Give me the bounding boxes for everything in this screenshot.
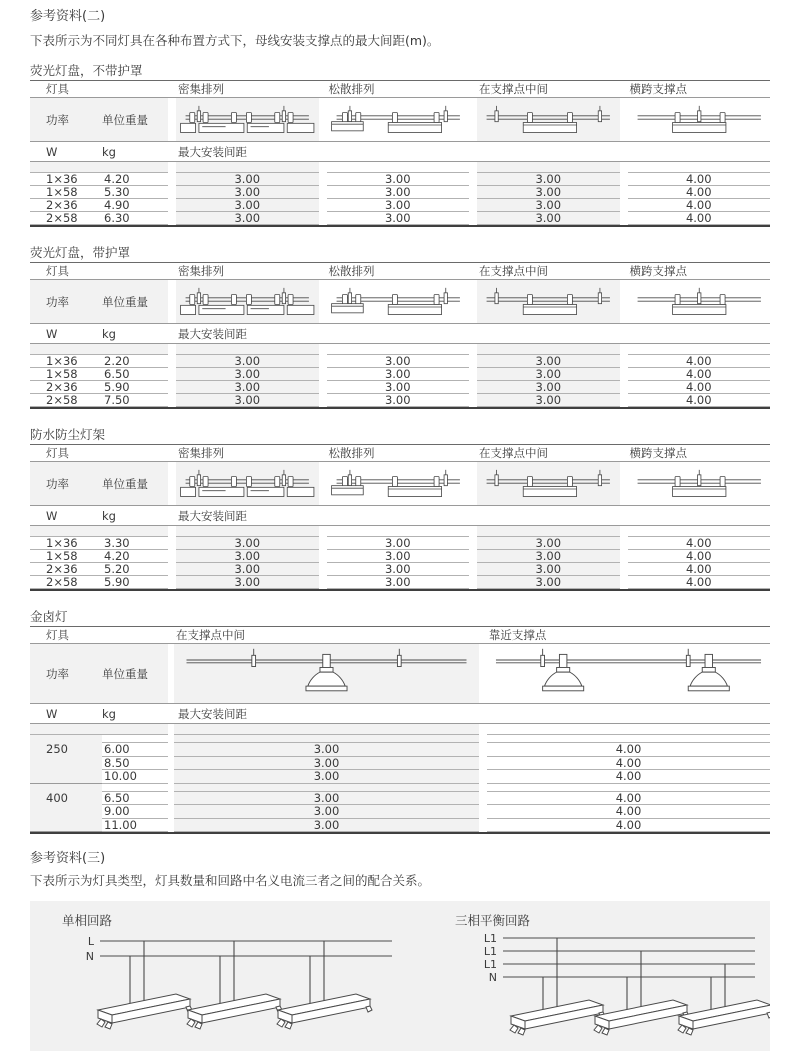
cell-value: 4.00 (628, 186, 771, 199)
cell-value: 3.00 (327, 355, 470, 368)
three-phase-title: 三相平衡回路 (455, 913, 531, 928)
circuits-panel (30, 901, 770, 1051)
table-row (30, 757, 770, 771)
mid-support-diagram (477, 464, 620, 504)
across-support-diagram (628, 100, 771, 140)
units-row (30, 326, 770, 344)
header-arrangement: 密集排列 (178, 264, 224, 278)
cell-weight: 6.50 (104, 367, 130, 381)
cell-power: 2×58 (46, 575, 78, 589)
header-fixture: 灯具 (46, 446, 69, 460)
cell-power: 1×58 (46, 185, 78, 199)
header-arrangement: 密集排列 (178, 446, 224, 460)
unit-kg: kg (102, 707, 116, 721)
header-arrangement: 松散排列 (328, 82, 375, 96)
diagram-row (30, 462, 770, 506)
cell-value: 3.00 (327, 394, 470, 407)
label-unit-weight: 单位重量 (102, 476, 148, 491)
cell-value: 3.00 (176, 355, 319, 368)
table-row (30, 576, 770, 589)
mid-support-lamp-diagram (174, 646, 479, 702)
cell-power: 2×58 (46, 393, 78, 407)
cell-value: 3.00 (176, 381, 319, 394)
unit-kg: kg (102, 327, 116, 341)
line-label: N (85, 950, 94, 963)
cell-value: 3.00 (477, 550, 620, 563)
header-fixture: 灯具 (46, 82, 69, 96)
table-row (30, 770, 770, 784)
cell-value: 3.00 (477, 368, 620, 381)
mid-support-diagram (477, 100, 620, 140)
cell-weight: 5.20 (104, 562, 130, 576)
label-power: 功率 (46, 666, 69, 681)
unit-w: W (46, 707, 58, 721)
header-arrangement: 在支撑点中间 (176, 628, 245, 642)
across-support-diagram (628, 282, 771, 322)
cell-weight: 8.50 (102, 757, 168, 771)
diagram-row (30, 644, 770, 704)
cell-value: 4.00 (487, 757, 770, 771)
cell-power: 2×36 (46, 562, 78, 576)
header-arrangement: 横跨支撑点 (629, 446, 687, 460)
cell-value: 4.00 (628, 199, 771, 212)
line-label: L1 (483, 958, 497, 971)
label-max-spacing: 最大安装间距 (178, 327, 247, 341)
header-arrangement: 横跨支撑点 (629, 82, 687, 96)
table-row (30, 394, 770, 407)
single-phase-diagram (62, 930, 402, 1042)
header-arrangement: 在支撑点中间 (479, 82, 548, 96)
cell-value: 3.00 (174, 805, 479, 819)
cell-weight: 4.90 (104, 198, 130, 212)
cell-power: 1×58 (46, 367, 78, 381)
unit-kg: kg (102, 145, 116, 159)
cell-value: 3.00 (327, 381, 470, 394)
three-phase-diagram (455, 930, 770, 1042)
cell-power: 250 (30, 743, 102, 757)
line-label: N (488, 971, 497, 984)
section-title-waterproof: 防水防尘灯架 (30, 427, 106, 442)
table-metal-halide (30, 626, 770, 834)
cell-value: 4.00 (628, 537, 771, 550)
unit-kg: kg (102, 509, 116, 523)
unit-w: W (46, 145, 58, 159)
section-title-fluorescent-cover: 荧光灯盘，带护罩 (30, 245, 131, 260)
cell-value: 3.00 (327, 368, 470, 381)
table-waterproof (30, 444, 770, 591)
label-max-spacing: 最大安装间距 (178, 509, 247, 523)
cell-value: 3.00 (477, 173, 620, 186)
cell-power: 2×36 (46, 198, 78, 212)
section-title-metal-halide: 金卤灯 (30, 609, 68, 624)
cell-weight: 6.50 (102, 792, 168, 806)
cell-value: 3.00 (327, 550, 470, 563)
cell-value: 3.00 (327, 563, 470, 576)
cell-value: 3.00 (174, 757, 479, 771)
header-fixture: 灯具 (46, 264, 69, 278)
cell-value: 3.00 (174, 770, 479, 784)
line-label: L1 (483, 932, 497, 945)
table-row (30, 743, 770, 757)
cell-value: 3.00 (327, 212, 470, 225)
cell-weight: 5.30 (104, 185, 130, 199)
three-phase-circuit (455, 913, 770, 1042)
header-arrangement: 靠近支撑点 (488, 628, 547, 642)
table-header-row (30, 80, 770, 98)
diagram-row (30, 280, 770, 324)
cell-power: 1×58 (46, 549, 78, 563)
spacer-row (30, 735, 770, 743)
line-label: L (87, 935, 94, 948)
table-header-row (30, 626, 770, 644)
label-power: 功率 (46, 112, 69, 127)
cell-value: 4.00 (628, 550, 771, 563)
table-row (30, 819, 770, 833)
units-row (30, 144, 770, 162)
cell-weight: 11.00 (102, 819, 168, 833)
cell-value: 3.00 (176, 576, 319, 589)
loose-arrangement-diagram (327, 282, 470, 322)
dense-arrangement-diagram (176, 100, 319, 140)
cell-value: 3.00 (176, 550, 319, 563)
cell-weight: 5.90 (104, 380, 130, 394)
cell-value: 3.00 (174, 743, 479, 757)
cell-value: 4.00 (628, 576, 771, 589)
near-support-lamp-diagram (487, 646, 770, 702)
cell-value: 4.00 (628, 381, 771, 394)
header-arrangement: 在支撑点中间 (479, 264, 548, 278)
cell-value: 4.00 (628, 368, 771, 381)
line-label: L1 (483, 945, 497, 958)
cell-weight: 9.00 (102, 805, 168, 819)
ref3-subtitle: 下表所示为灯具类型，灯具数量和回路中名义电流三者之间的配合关系。 (30, 873, 431, 888)
section-title-fluorescent-no-cover: 荧光灯盘，不带护罩 (30, 63, 143, 78)
cell-weight: 2.20 (104, 354, 130, 368)
cell-value: 3.00 (176, 186, 319, 199)
loose-arrangement-diagram (327, 100, 470, 140)
single-phase-circuit (62, 913, 402, 1042)
cell-value: 3.00 (477, 576, 620, 589)
label-max-spacing: 最大安装间距 (178, 145, 247, 159)
units-row (30, 508, 770, 526)
cell-weight: 6.30 (104, 211, 130, 225)
cell-weight: 4.20 (104, 549, 130, 563)
cell-value: 3.00 (174, 792, 479, 806)
label-unit-weight: 单位重量 (102, 112, 148, 127)
cell-value: 3.00 (477, 186, 620, 199)
dense-arrangement-diagram (176, 282, 319, 322)
header-arrangement: 横跨支撑点 (629, 264, 687, 278)
cell-value: 3.00 (327, 576, 470, 589)
table-row (30, 212, 770, 225)
header-arrangement: 在支撑点中间 (479, 446, 548, 460)
loose-arrangement-diagram (327, 464, 470, 504)
units-row (30, 706, 770, 724)
ref2-title: 参考资料(二) (30, 9, 106, 24)
cell-value: 3.00 (176, 368, 319, 381)
table-fluorescent-cover (30, 262, 770, 409)
cell-value: 4.00 (487, 819, 770, 833)
cell-value: 4.00 (487, 805, 770, 819)
header-arrangement: 松散排列 (328, 446, 375, 460)
label-unit-weight: 单位重量 (102, 666, 148, 681)
cell-value: 4.00 (487, 770, 770, 784)
cell-power: 1×36 (46, 536, 78, 550)
cell-power: 2×36 (46, 380, 78, 394)
cell-value: 4.00 (628, 563, 771, 576)
cell-value: 3.00 (327, 199, 470, 212)
label-max-spacing: 最大安装间距 (178, 707, 247, 721)
ref2-subtitle: 下表所示为不同灯具在各种布置方式下，母线安装支撑点的最大间距(m)。 (30, 33, 440, 48)
cell-value: 4.00 (628, 212, 771, 225)
cell-weight: 6.00 (102, 743, 168, 757)
across-support-diagram (628, 464, 771, 504)
cell-value: 3.00 (176, 537, 319, 550)
header-arrangement: 松散排列 (328, 264, 375, 278)
cell-value: 3.00 (327, 173, 470, 186)
cell-value: 4.00 (487, 743, 770, 757)
label-power: 功率 (46, 476, 69, 491)
dense-arrangement-diagram (176, 464, 319, 504)
cell-value: 3.00 (477, 212, 620, 225)
cell-power: 400 (30, 792, 102, 806)
label-power: 功率 (46, 294, 69, 309)
cell-weight: 10.00 (102, 770, 168, 784)
mid-support-diagram (477, 282, 620, 322)
table-row (30, 792, 770, 806)
cell-weight: 3.30 (104, 536, 130, 550)
cell-value: 3.00 (477, 355, 620, 368)
cell-value: 3.00 (477, 381, 620, 394)
cell-power: 1×36 (46, 172, 78, 186)
header-fixture: 灯具 (46, 628, 69, 642)
spacer-row (30, 724, 770, 735)
cell-power: 2×58 (46, 211, 78, 225)
cell-value: 3.00 (176, 212, 319, 225)
cell-power: 1×36 (46, 354, 78, 368)
cell-value: 4.00 (628, 173, 771, 186)
cell-value: 4.00 (628, 394, 771, 407)
table-header-row (30, 262, 770, 280)
cell-value: 3.00 (327, 537, 470, 550)
header-arrangement: 密集排列 (178, 82, 224, 96)
cell-value: 3.00 (174, 819, 479, 833)
cell-value: 3.00 (477, 537, 620, 550)
single-phase-title: 单相回路 (62, 913, 113, 928)
diagram-row (30, 98, 770, 142)
unit-w: W (46, 509, 58, 523)
cell-value: 3.00 (176, 563, 319, 576)
cell-value: 3.00 (176, 199, 319, 212)
cell-value: 3.00 (477, 199, 620, 212)
cell-value: 3.00 (327, 186, 470, 199)
unit-w: W (46, 327, 58, 341)
cell-value: 4.00 (628, 355, 771, 368)
table-row (30, 805, 770, 819)
cell-value: 3.00 (477, 394, 620, 407)
label-unit-weight: 单位重量 (102, 294, 148, 309)
cell-weight: 7.50 (104, 393, 130, 407)
ref3-title: 参考资料(三) (30, 851, 106, 866)
cell-value: 4.00 (487, 792, 770, 806)
group-gap-row (30, 784, 770, 792)
cell-weight: 4.20 (104, 172, 130, 186)
cell-value: 3.00 (477, 563, 620, 576)
cell-weight: 5.90 (104, 575, 130, 589)
cell-value: 3.00 (176, 394, 319, 407)
table-fluorescent-no-cover (30, 80, 770, 227)
table-header-row (30, 444, 770, 462)
cell-value: 3.00 (176, 173, 319, 186)
luminaire-3d (678, 1000, 770, 1035)
